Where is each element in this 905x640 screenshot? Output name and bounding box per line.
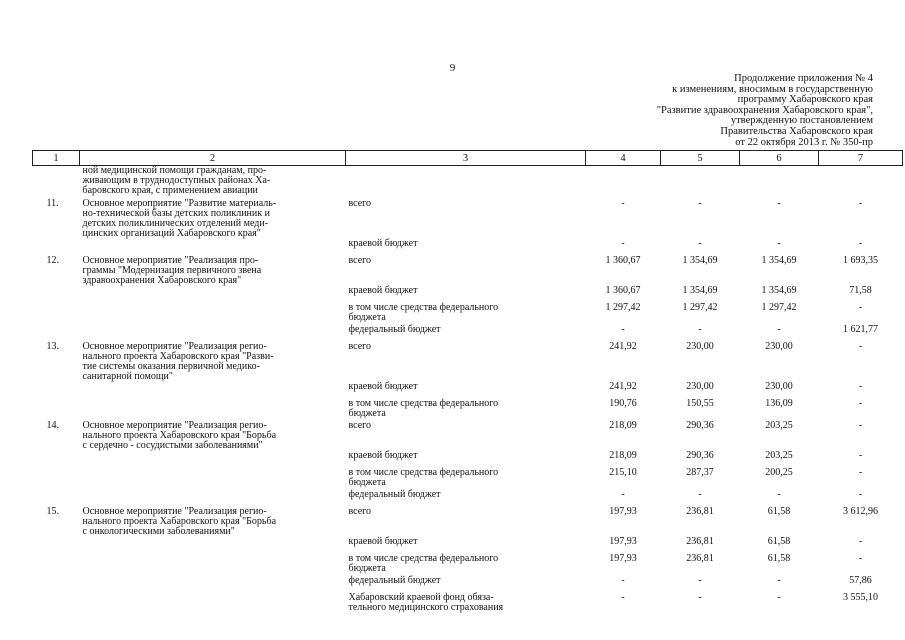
value-col-5: 1 354,69 xyxy=(682,284,718,296)
funding-source: в том числе средства федерального бюджета xyxy=(348,301,499,323)
value-col-5: 150,55 xyxy=(686,397,714,409)
value-col-6: - xyxy=(777,591,781,603)
value-col-4: 190,76 xyxy=(609,397,637,409)
value-col-4: 1 297,42 xyxy=(605,301,641,313)
value-col-5: 290,36 xyxy=(686,449,714,461)
value-col-7: 57,86 xyxy=(849,574,872,586)
row-number xyxy=(33,537,80,554)
table-row xyxy=(33,468,903,490)
appendix-header xyxy=(543,74,873,148)
column-number-row xyxy=(33,151,903,166)
row-description xyxy=(80,399,346,421)
value-col-7: - xyxy=(858,237,863,249)
value-col-5: 287,37 xyxy=(686,466,714,478)
value-col-6: - xyxy=(777,237,781,249)
header-line: к изменениям, вносимым в государственную xyxy=(672,83,873,95)
row-number xyxy=(33,303,80,325)
table-row xyxy=(33,342,903,382)
row-number xyxy=(33,490,80,507)
column-header: 1 xyxy=(33,151,80,166)
value-col-5: 290,36 xyxy=(686,419,714,431)
header-line: программу Хабаровского края xyxy=(737,94,873,106)
value-col-6: 203,25 xyxy=(765,449,793,461)
value-col-4: 241,92 xyxy=(609,340,637,352)
column-header: 3 xyxy=(346,151,586,166)
value-col-7: 3 555,10 xyxy=(843,591,878,603)
value-col-5: - xyxy=(698,323,702,335)
row-number xyxy=(33,593,80,615)
funding-source: всего xyxy=(348,419,372,431)
value-col-7: - xyxy=(858,466,863,478)
funding-source: краевой бюджет xyxy=(348,449,418,461)
value-col-7 xyxy=(819,166,903,199)
value-col-6: - xyxy=(777,574,781,586)
table-row xyxy=(33,166,903,199)
row-number xyxy=(33,451,80,468)
row-description xyxy=(80,490,346,507)
table-row xyxy=(33,286,903,303)
value-col-5: - xyxy=(698,574,702,586)
row-description xyxy=(80,593,346,615)
column-header: 5 xyxy=(661,151,740,166)
funding-source: краевой бюджет xyxy=(348,380,418,392)
funding-source: в том числе средства федерального бюджета xyxy=(348,466,499,488)
value-col-7: - xyxy=(858,488,863,500)
column-header: 4 xyxy=(586,151,661,166)
table-row xyxy=(33,421,903,451)
row-description xyxy=(80,468,346,490)
row-description xyxy=(80,303,346,325)
column-header: 7 xyxy=(819,151,903,166)
row-description: Основное мероприятие "Реализация регио- нального проекта Хабаровского края "Борьба с онкологическими заболеваниями" xyxy=(82,505,277,537)
row-description xyxy=(80,239,346,256)
value-col-7: - xyxy=(858,552,863,564)
table-row xyxy=(33,303,903,325)
value-col-5: 230,00 xyxy=(686,340,714,352)
value-col-4: 218,09 xyxy=(609,449,637,461)
value-col-4: - xyxy=(621,197,625,209)
row-description xyxy=(80,286,346,303)
row-description: Основное мероприятие "Реализация про- граммы "Модернизация первичного звена здравоохранения Хабаровского края" xyxy=(82,254,262,286)
column-header: 2 xyxy=(80,151,346,166)
row-description: Основное мероприятие "Реализация регио- нального проекта Хабаровского края "Борьба с сердечно - сосудистыми заболеваниями" xyxy=(82,419,277,451)
row-description xyxy=(80,576,346,593)
funding-source: Хабаровский краевой фонд обяза- тельного медицинского страхования xyxy=(348,591,504,613)
table-row xyxy=(33,451,903,468)
value-col-6: 1 297,42 xyxy=(761,301,797,313)
value-col-7: - xyxy=(858,301,863,313)
row-number: 15. xyxy=(46,505,59,517)
value-col-6: 61,58 xyxy=(767,552,791,564)
row-number xyxy=(33,382,80,399)
funding-source: в том числе средства федерального бюджета xyxy=(348,552,499,574)
value-col-6: - xyxy=(777,323,781,335)
value-col-6: 61,58 xyxy=(767,505,791,517)
row-number: 13. xyxy=(46,340,59,352)
value-col-5: - xyxy=(698,237,702,249)
header-line: Продолжение приложения № 4 xyxy=(734,73,873,84)
value-col-6: 230,00 xyxy=(765,340,793,352)
row-description xyxy=(80,537,346,554)
value-col-5: 230,00 xyxy=(686,380,714,392)
funding-source: в том числе средства федерального бюджета xyxy=(348,397,499,419)
table-row xyxy=(33,537,903,554)
value-col-5: - xyxy=(698,488,702,500)
funding-source: всего xyxy=(348,197,372,209)
row-number xyxy=(33,399,80,421)
value-col-4: 215,10 xyxy=(609,466,637,478)
value-col-7: - xyxy=(858,419,863,431)
value-col-4: - xyxy=(621,237,625,249)
value-col-5: 236,81 xyxy=(686,535,714,547)
page-number: 9 xyxy=(449,62,456,74)
table-row xyxy=(33,199,903,239)
table-row xyxy=(33,490,903,507)
value-col-5: - xyxy=(698,591,702,603)
table-row xyxy=(33,399,903,421)
funding-source: краевой бюджет xyxy=(348,535,418,547)
funding-source: всего xyxy=(348,505,372,517)
table-row xyxy=(33,382,903,399)
value-col-6: - xyxy=(777,488,781,500)
value-col-6: 61,58 xyxy=(767,535,791,547)
table-row xyxy=(33,507,903,537)
value-col-4: 218,09 xyxy=(609,419,637,431)
value-col-6: 230,00 xyxy=(765,380,793,392)
row-number xyxy=(33,325,80,342)
value-col-4 xyxy=(586,166,661,199)
value-col-7: - xyxy=(858,380,863,392)
table-row xyxy=(33,239,903,256)
row-number xyxy=(33,554,80,576)
value-col-7: - xyxy=(858,449,863,461)
value-col-5: - xyxy=(698,197,702,209)
value-col-7: 1 693,35 xyxy=(843,254,878,266)
value-col-7: 3 612,96 xyxy=(843,505,878,517)
value-col-6: 203,25 xyxy=(765,419,793,431)
row-number: 12. xyxy=(46,254,59,266)
value-col-7: 1 621,77 xyxy=(843,323,878,335)
funding-source: федеральный бюджет xyxy=(348,488,441,500)
value-col-6: 1 354,69 xyxy=(761,284,797,296)
value-col-4: - xyxy=(621,323,625,335)
value-col-4: 197,93 xyxy=(609,505,637,517)
value-col-5: 236,81 xyxy=(686,552,714,564)
row-number xyxy=(33,239,80,256)
funding-source xyxy=(346,166,586,199)
value-col-7: - xyxy=(858,340,863,352)
header-line: Правительства Хабаровского края xyxy=(720,125,873,137)
funding-source: федеральный бюджет xyxy=(348,323,441,335)
table-row xyxy=(33,576,903,593)
funding-table xyxy=(32,150,903,615)
row-number: 11. xyxy=(46,197,59,209)
value-col-7: - xyxy=(858,197,863,209)
value-col-4: - xyxy=(621,591,625,603)
row-number xyxy=(33,286,80,303)
row-description xyxy=(80,554,346,576)
value-col-6 xyxy=(740,166,819,199)
row-number xyxy=(33,166,80,199)
funding-source: всего xyxy=(348,254,372,266)
row-description: Основное мероприятие "Реализация регио- нального проекта Хабаровского края "Разви- тие системы оказания первичной медико- санитарной помощи" xyxy=(82,340,274,382)
value-col-6: 1 354,69 xyxy=(761,254,797,266)
row-number xyxy=(33,468,80,490)
value-col-6: - xyxy=(777,197,781,209)
header-line: "Развитие здравоохранения Хабаровского края", xyxy=(656,104,873,116)
value-col-4: - xyxy=(621,488,625,500)
funding-source: всего xyxy=(348,340,372,352)
table-row xyxy=(33,593,903,615)
value-col-4: 197,93 xyxy=(609,552,637,564)
value-col-4: 197,93 xyxy=(609,535,637,547)
header-line: от 22 октября 2013 г. № 350-пр xyxy=(735,136,873,148)
value-col-4: 1 360,67 xyxy=(605,254,641,266)
value-col-5: 1 297,42 xyxy=(682,301,718,313)
value-col-5: 236,81 xyxy=(686,505,714,517)
row-description xyxy=(80,325,346,342)
value-col-4: 241,92 xyxy=(609,380,637,392)
row-description: ной медицинской помощи гражданам, про- живающим в труднодоступных районах Ха- баровского края, с применением авиации xyxy=(82,165,271,196)
funding-source: краевой бюджет xyxy=(348,237,418,249)
value-col-6: 136,09 xyxy=(765,397,793,409)
table-row xyxy=(33,554,903,576)
value-col-7: - xyxy=(858,397,863,409)
value-col-6: 200,25 xyxy=(765,466,793,478)
value-col-5: 1 354,69 xyxy=(682,254,718,266)
value-col-5 xyxy=(661,166,740,199)
funding-source: федеральный бюджет xyxy=(348,574,441,586)
table-row xyxy=(33,325,903,342)
funding-source: краевой бюджет xyxy=(348,284,418,296)
value-col-7: 71,58 xyxy=(849,284,872,296)
row-number xyxy=(33,576,80,593)
value-col-7: - xyxy=(858,535,863,547)
row-description xyxy=(80,451,346,468)
header-line: утвержденную постановлением xyxy=(730,115,873,127)
row-number: 14. xyxy=(46,419,59,431)
row-description xyxy=(80,382,346,399)
table-row xyxy=(33,256,903,286)
value-col-4: 1 360,67 xyxy=(605,284,641,296)
value-col-4: - xyxy=(621,574,625,586)
column-header: 6 xyxy=(740,151,819,166)
row-description: Основное мероприятие "Развитие материаль- но-технической базы детских поликлиник и детских поликлинических отделений меди- цинских организаций Хабаровского края" xyxy=(82,197,277,239)
